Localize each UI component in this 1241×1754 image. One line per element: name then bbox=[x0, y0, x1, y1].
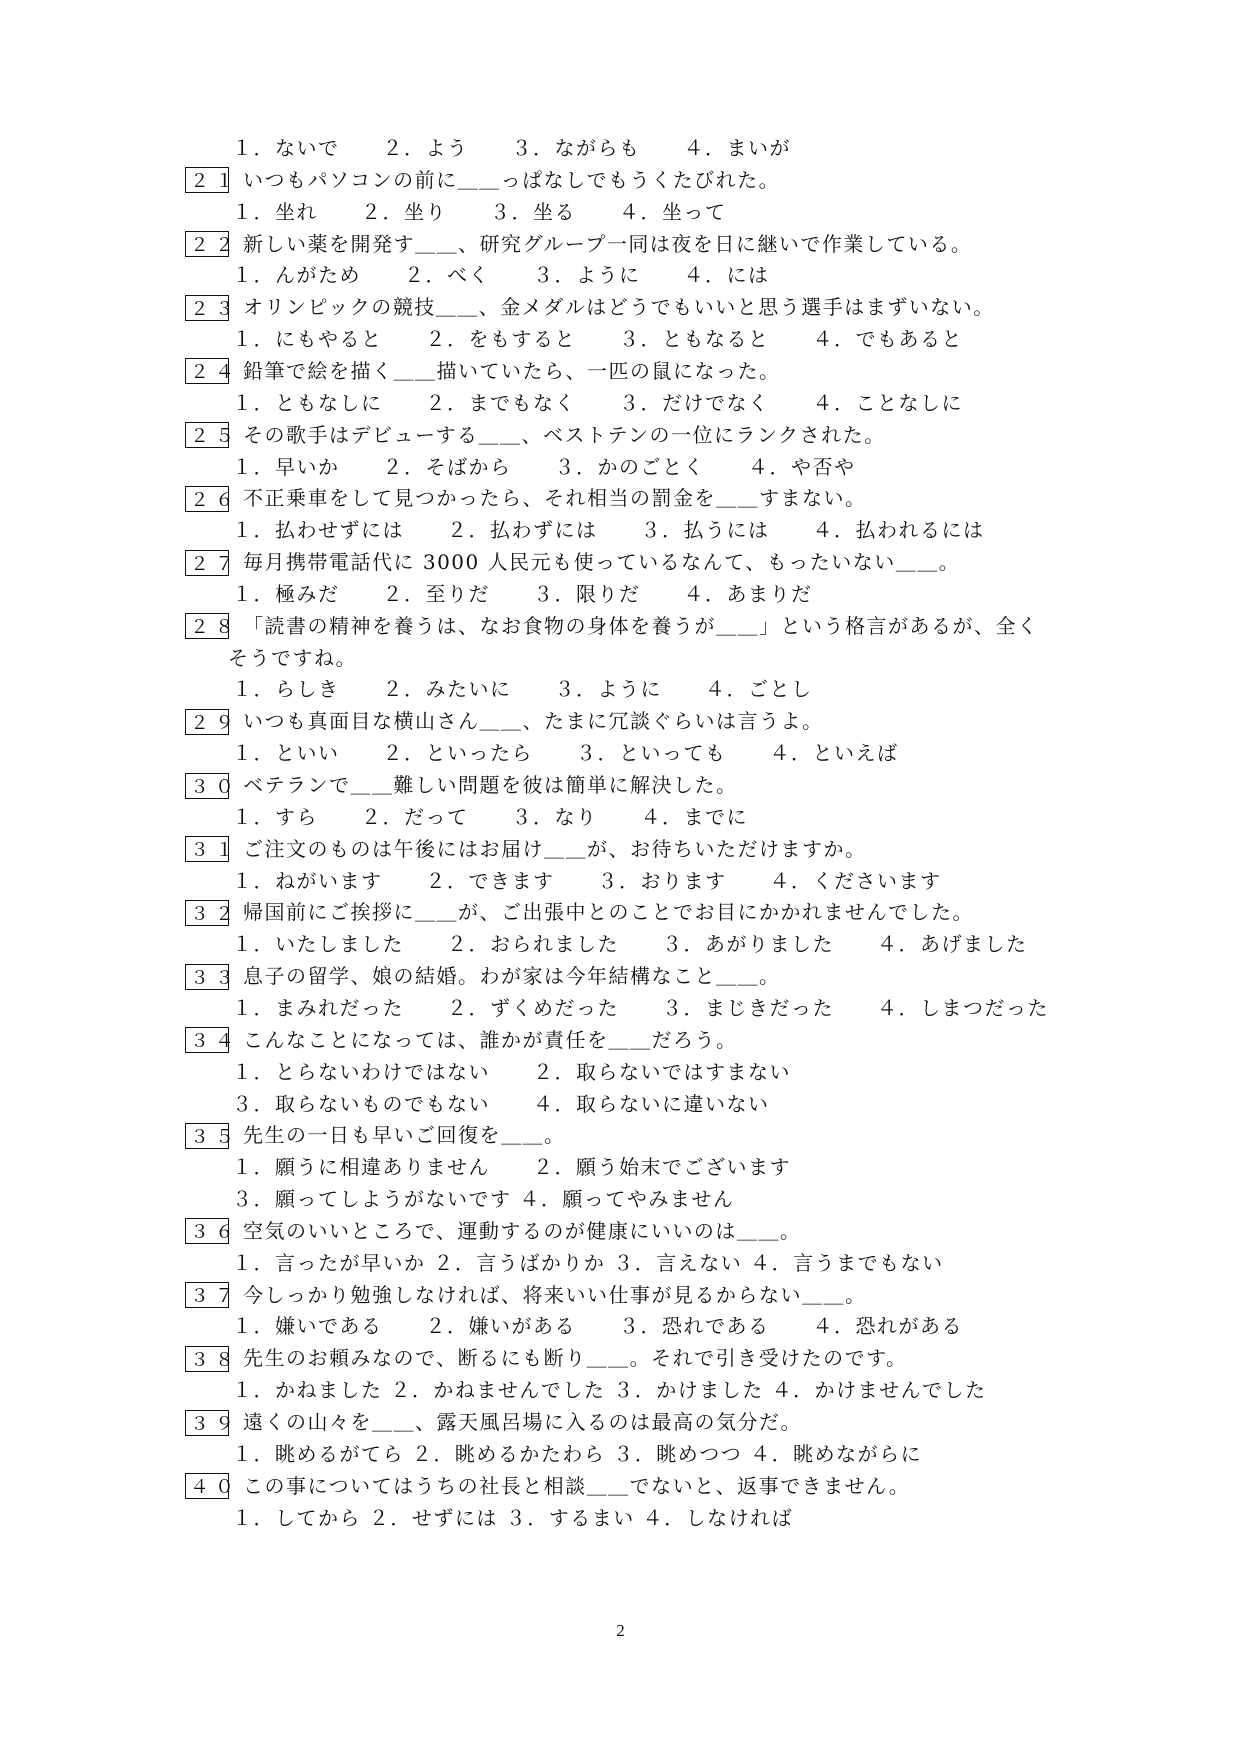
answer-choices: １．払わせずには ２．払わずには ３．払うには ４．払われるには bbox=[232, 518, 985, 543]
question-line bbox=[185, 418, 886, 452]
question-number: ２３ bbox=[185, 295, 229, 321]
answer-choices: １．にもやると ２．をもすると ３．ともなると ４．でもあると bbox=[232, 327, 963, 352]
question-text: 毎月携帯電話代に 3000 人民元も使っているなんて、もったいない＿＿。 bbox=[243, 550, 961, 575]
question-line bbox=[185, 227, 972, 261]
question-line bbox=[185, 1214, 801, 1248]
question-number: ２８ bbox=[185, 613, 229, 639]
answer-choices: １．極みだ ２．至りだ ３．限りだ ４．あまりだ bbox=[232, 581, 813, 606]
question-number: ２２ bbox=[185, 231, 229, 257]
question-text: 鉛筆で絵を描く＿＿描いていたら、一匹の鼠になった。 bbox=[243, 358, 781, 383]
question-number: ３２ bbox=[185, 900, 229, 926]
answer-choices: ３．取らないものでもない ４．取らないに違いない bbox=[232, 1091, 770, 1116]
answer-choices: １．眺めるがてら ２．眺めるかたわら ３．眺めつつ ４．眺めながらに bbox=[232, 1441, 923, 1466]
question-number: ２９ bbox=[185, 709, 229, 735]
question-number: ３６ bbox=[185, 1218, 229, 1244]
question-number: ３０ bbox=[185, 773, 229, 799]
question-number: ３１ bbox=[185, 836, 229, 862]
question-text: 先生の一日も早いご回復を＿＿。 bbox=[243, 1123, 566, 1148]
answer-choices: １．願うに相違ありません ２．願う始末でございます bbox=[232, 1155, 791, 1180]
answer-choices: １．いたしました ２．おられました ３．あがりました ４．あげました bbox=[232, 932, 1028, 957]
question-number: ２４ bbox=[185, 358, 229, 384]
question-number: ３５ bbox=[185, 1123, 229, 1149]
question-text-continued: そうですね。 bbox=[228, 645, 357, 670]
question-text: オリンピックの競技＿＿、金メダルはどうでもいいと思う選手はまずいない。 bbox=[243, 295, 995, 320]
question-text: 今しっかり勉強しなければ、将来いい仕事が見るからない＿＿。 bbox=[243, 1282, 867, 1307]
question-line bbox=[185, 1405, 802, 1439]
question-line bbox=[185, 1341, 908, 1375]
question-text: 空気のいいところで、運動するのが健康にいいのは＿＿。 bbox=[243, 1218, 802, 1243]
question-line bbox=[185, 1118, 566, 1152]
question-text: 先生のお頼みなので、断るにも断り＿＿。それで引き受けたのです。 bbox=[243, 1346, 908, 1371]
question-line bbox=[185, 704, 824, 738]
answer-choices: １．ないで ２．よう ３．ながらも ４．まいが bbox=[232, 136, 791, 160]
answer-choices: １．早いか ２．そばから ３．かのごとく ４．や否や bbox=[232, 454, 856, 479]
answer-choices: １．んがため ２．べく ３．ように ４．には bbox=[232, 263, 770, 288]
answer-choices: １．ともなしに ２．までもなく ３．だけでなく ４．ことなしに bbox=[232, 390, 963, 415]
question-line bbox=[185, 481, 867, 515]
question-text: この事についてはうちの社長と相談＿＿でないと、返事できません。 bbox=[243, 1473, 911, 1498]
question-line bbox=[185, 545, 960, 579]
answer-choices: １．してから ２．せずには ３．するまい ４．しなければ bbox=[232, 1505, 794, 1530]
question-number: ２１ bbox=[185, 167, 229, 193]
page-number: 2 bbox=[616, 1621, 625, 1640]
question-text: ベテランで＿＿難しい問題を彼は簡単に解決した。 bbox=[243, 773, 738, 797]
question-line bbox=[185, 768, 738, 802]
question-line bbox=[185, 163, 780, 197]
answer-choices: １．坐れ ２．坐り ３．坐る ４．坐って bbox=[232, 199, 727, 224]
answer-choices: １．すら ２．だって ３．なり ４．までに bbox=[232, 804, 748, 829]
question-number: ３４ bbox=[185, 1027, 229, 1053]
question-text: 遠くの山々を＿＿、露天風呂場に入るのは最高の気分だ。 bbox=[243, 1410, 802, 1434]
question-text: 不正乗車をして見つかったら、それ相当の罰金を＿＿すまない。 bbox=[243, 486, 867, 511]
answer-choices: １．かねました ２．かねませんでした ３．かけました ４．かけませんでした bbox=[232, 1378, 987, 1403]
question-number: ３７ bbox=[185, 1282, 229, 1308]
question-text: 息子の留学、娘の結婚。わが家は今年結構なこと＿＿。 bbox=[243, 964, 781, 989]
answer-choices: １．まみれだった ２．ずくめだった ３．まじきだった ４．しまつだった bbox=[232, 995, 1049, 1020]
answer-choices: ３．願ってしようがないです ４．願ってやみません bbox=[232, 1187, 735, 1212]
question-text: 「読書の精神を養うは、なお食物の身体を養うが＿＿」という格言があるが、全く bbox=[243, 613, 1039, 638]
question-line bbox=[185, 1278, 867, 1312]
question-line bbox=[185, 1469, 910, 1503]
question-line bbox=[185, 959, 781, 993]
question-number: ３３ bbox=[185, 964, 229, 990]
question-number: ２７ bbox=[185, 550, 229, 576]
question-line bbox=[185, 609, 1039, 643]
question-number: ２６ bbox=[185, 486, 229, 512]
question-number: ２５ bbox=[185, 422, 229, 448]
question-line bbox=[185, 354, 781, 388]
question-line bbox=[185, 1023, 738, 1057]
question-text: 帰国前にご挨拶に＿＿が、ご出張中とのことでお目にかかれませんでした。 bbox=[243, 900, 974, 925]
answer-choices: １．嫌いである ２．嫌いがある ３．恐れである ４．恐れがある bbox=[232, 1314, 963, 1339]
answer-choices: １．言ったが早いか ２．言うばかりか ３．言えない ４．言うまでもない bbox=[232, 1250, 944, 1275]
question-number: ４０ bbox=[185, 1473, 229, 1499]
question-text: ご注文のものは午後にはお届け＿＿が、お待ちいただけますか。 bbox=[243, 836, 867, 861]
question-text: こんなことになっては、誰かが責任を＿＿だろう。 bbox=[243, 1027, 738, 1052]
question-text: いつも真面目な横山さん＿＿、たまに冗談ぐらいは言うよ。 bbox=[243, 709, 824, 734]
question-text: 新しい薬を開発す＿＿、研究グループ一同は夜を日に継いで作業している。 bbox=[243, 231, 973, 256]
question-text: その歌手はデビューする＿＿、ベストテンの一位にランクされた。 bbox=[243, 422, 886, 447]
answer-choices: １．らしき ２．みたいに ３．ように ４．ごとし bbox=[232, 677, 813, 702]
question-line bbox=[185, 290, 995, 324]
answer-choices: １．といい ２．といったら ３．といっても ４．といえば bbox=[232, 741, 899, 766]
question-number: ３９ bbox=[185, 1410, 229, 1436]
question-line bbox=[185, 895, 974, 929]
question-number: ３８ bbox=[185, 1346, 229, 1372]
answer-choices: １．ねがいます ２．できます ３．おります ４．くださいます bbox=[232, 868, 942, 893]
question-text: いつもパソコンの前に＿＿っぱなしでもうくたびれた。 bbox=[243, 167, 781, 192]
question-line bbox=[185, 832, 867, 866]
answer-choices: １．とらないわけではない ２．取らないではすまない bbox=[232, 1059, 791, 1084]
